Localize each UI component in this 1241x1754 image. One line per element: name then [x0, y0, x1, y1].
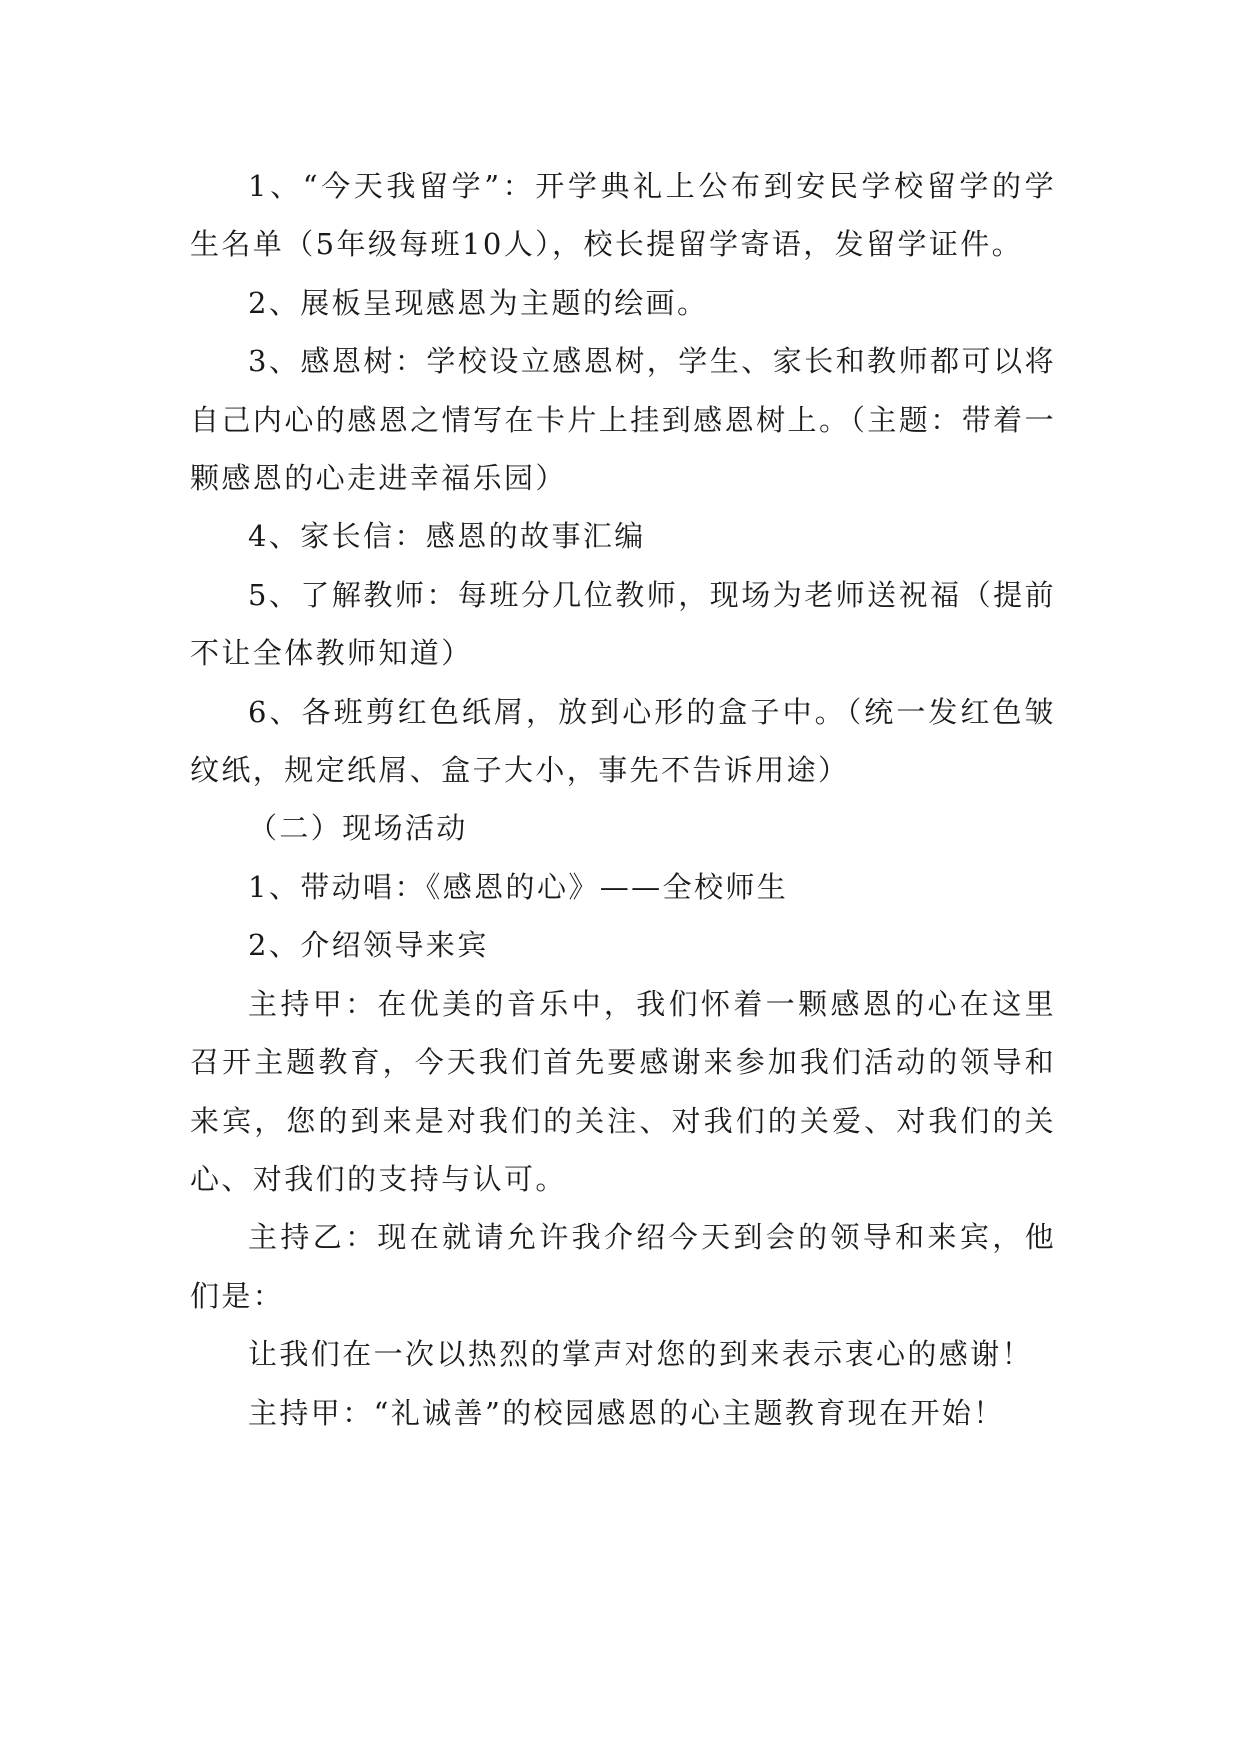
activity-item-1-daidong-chang: 1、带动唱：《感恩的心》——全校师生 — [248, 869, 789, 904]
host-b-speech: 主持乙：现在就请允许我介绍今天到会的领导和来宾，他们是： — [190, 1220, 1056, 1313]
paragraph-item-3-ganen-shu: 3、感恩树：学校设立感恩树，学生、家长和教师都可以将自己内心的感恩之情写在卡片上挂到感恩树上。（主题：带着一颗感恩的心走进幸福乐园） — [190, 344, 1056, 496]
host-a-speech-2: 主持甲：“礼诚善”的校园感恩的心主题教育现在开始！ — [248, 1395, 1005, 1430]
activity-item-2-jieshao-laibin: 2、介绍领导来宾 — [248, 928, 489, 963]
applause-line: 让我们在一次以热烈的掌声对您的到来表示衷心的感谢！ — [248, 1337, 1034, 1372]
section-heading-xianchang-huodong: （二）现场活动 — [248, 811, 468, 846]
host-a-speech-1: 主持甲：在优美的音乐中，我们怀着一颗感恩的心在这里召开主题教育，今天我们首先要感谢来参加我们活动的领导和来宾，您的到来是对我们的关注、对我们的关爱、对我们的关心、对我们的支持与认可。 — [190, 986, 1056, 1196]
paragraph-item-2-zhanban: 2、展板呈现感恩为主题的绘画。 — [248, 285, 709, 320]
document-body — [190, 157, 1056, 1442]
paragraph-item-4-jiazhang-xin: 4、家长信：感恩的故事汇编 — [248, 519, 646, 554]
paragraph-item-1-jintian-wo-liuxue: 1、“今天我留学”：开学典礼上公布到安民学校留学的学生名单（5年级每班10人），校长提留学寄语，发留学证件。 — [190, 169, 1056, 262]
paragraph-item-6-hongse-zhixie: 6、各班剪红色纸屑，放到心形的盒子中。（统一发红色皱纹纸，规定纸屑、盒子大小，事先不告诉用途） — [190, 694, 1056, 788]
paragraph-item-5-liaojie-jiaoshi: 5、了解教师：每班分几位教师，现场为老师送祝福（提前不让全体教师知道） — [190, 577, 1056, 671]
